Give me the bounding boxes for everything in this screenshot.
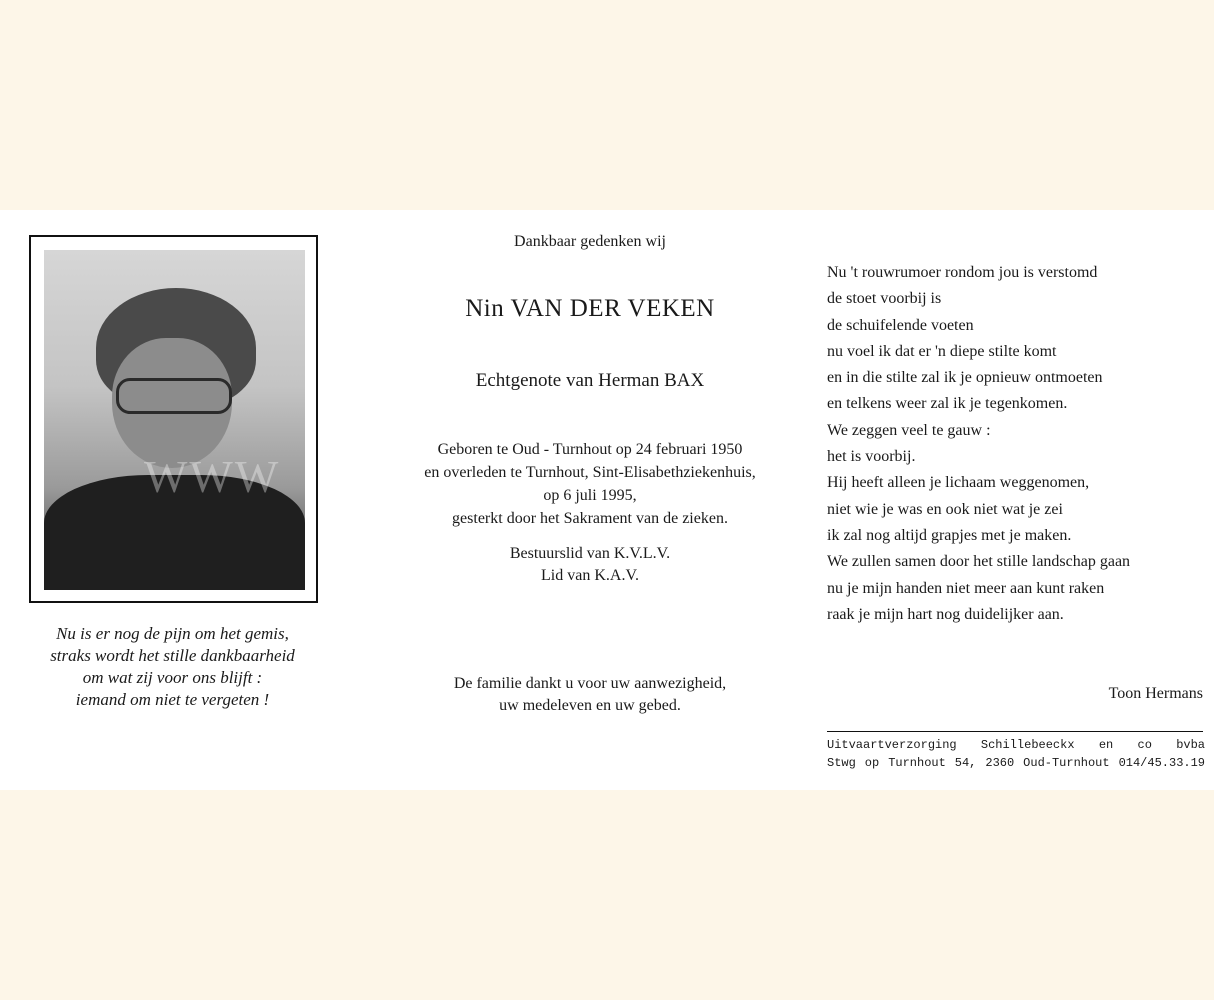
poem-line: Nu 't rouwrumoer rondom jou is verstomd <box>827 264 1098 281</box>
poem-line: en in die stilte zal ik je opnieuw ontmoeten <box>827 369 1103 387</box>
poem-line: raak je mijn hart nog duidelijker aan. <box>827 605 1064 623</box>
poem <box>827 260 1187 628</box>
poem-line: de schuifelende voeten <box>827 316 974 334</box>
left-verse <box>0 623 345 711</box>
undertaker-word: en <box>1098 738 1114 752</box>
portrait-frame <box>29 235 318 603</box>
family-thanks <box>380 673 800 717</box>
verse-line: iemand om niet te vergeten ! <box>75 690 270 709</box>
undertaker-word: Uitvaartverzorging <box>827 738 957 752</box>
poem-line: We zeggen veel te gauw : <box>827 421 991 439</box>
photo-watermark: WWW <box>144 451 281 502</box>
verse-line: om wat zij voor ons blijft : <box>82 668 263 687</box>
spouse-line: Echtgenote van Herman BAX <box>475 370 705 391</box>
poem-line: We zullen samen door het stille landschap gaan <box>827 553 1131 571</box>
undertaker-word: co <box>1137 738 1152 752</box>
undertaker-word: Schillebeeckx <box>980 738 1075 752</box>
deceased-name: Nin VAN DER VEKEN <box>465 295 715 322</box>
undertaker-word: bvba <box>1176 738 1205 752</box>
poem-line: nu je mijn handen niet meer aan kunt raken <box>827 579 1105 597</box>
memorial-card <box>0 210 1214 790</box>
poem-line: de stoet voorbij is <box>827 290 942 308</box>
undertaker-row <box>827 754 1205 772</box>
undertaker-row <box>827 736 1205 754</box>
membership-line: Lid van K.A.V. <box>541 567 639 584</box>
undertaker-word: Stwg <box>827 756 856 770</box>
verse-line: straks wordt het stille dankbaarheid <box>50 646 295 665</box>
portrait-photo <box>44 250 305 590</box>
bio-line: gesterkt door het Sakrament van de zieken. <box>452 510 728 527</box>
divider <box>827 731 1203 732</box>
bio-line: op 6 juli 1995, <box>543 487 637 504</box>
membership-line: Bestuurslid van K.V.L.V. <box>509 545 671 562</box>
undertaker-word: 54, <box>954 756 977 770</box>
memberships <box>380 543 800 587</box>
poem-line: niet wie je was en ook niet wat je zei <box>827 500 1063 518</box>
undertaker-word: Turnhout <box>888 756 946 770</box>
thanks-line: De familie dankt u voor uw aanwezigheid, <box>453 675 727 692</box>
undertaker-word: 2360 <box>985 756 1015 770</box>
poem-author: Toon Hermans <box>1108 685 1203 702</box>
thanks-line: uw medeleven en uw gebed. <box>499 697 681 714</box>
poem-line: ik zal nog altijd grapjes met je maken. <box>827 526 1072 544</box>
undertaker-info <box>827 736 1205 772</box>
poem-line: nu voel ik dat er 'n diepe stilte komt <box>827 342 1057 360</box>
bio-line: en overleden te Turnhout, Sint-Elisabethziekenhuis, <box>424 464 756 481</box>
undertaker-word: op <box>864 756 880 770</box>
undertaker-word: 014/45.33.19 <box>1118 756 1205 770</box>
poem-line: Hij heeft alleen je lichaam weggenomen, <box>827 474 1090 492</box>
verse-line: Nu is er nog de pijn om het gemis, <box>56 624 289 643</box>
bio-block <box>380 438 800 530</box>
heading: Dankbaar gedenken wij <box>514 233 666 250</box>
bio-line: Geboren te Oud - Turnhout op 24 februari 1950 <box>437 441 743 458</box>
portrait-glasses <box>116 378 232 414</box>
undertaker-word: Oud-Turnhout <box>1023 756 1110 770</box>
poem-line: het is voorbij. <box>827 448 916 466</box>
poem-line: en telkens weer zal ik je tegenkomen. <box>827 395 1068 413</box>
